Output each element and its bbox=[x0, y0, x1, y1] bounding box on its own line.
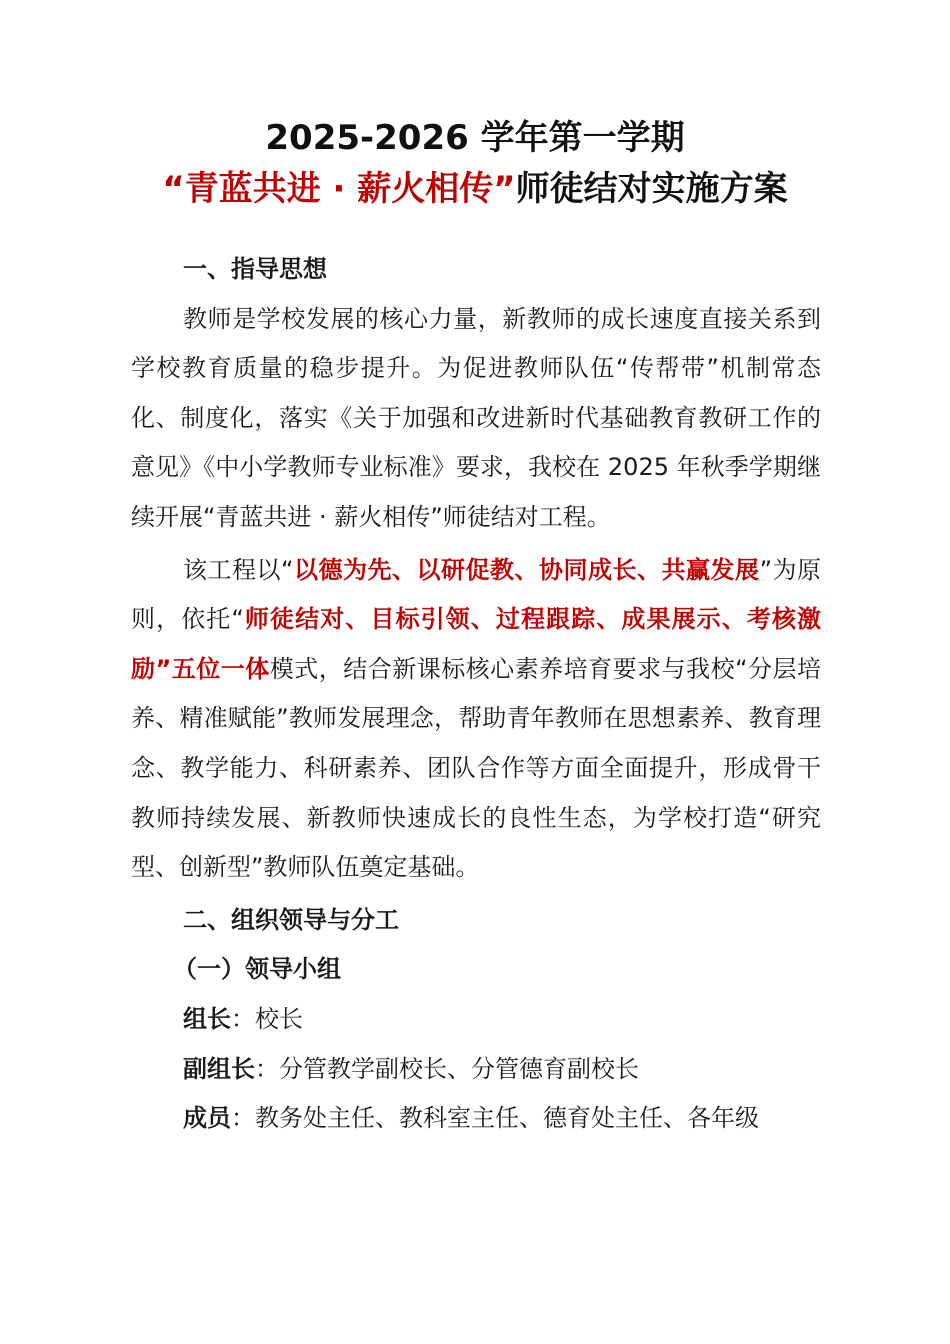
section-heading-guiding-ideology: 一、指导思想 bbox=[183, 255, 327, 283]
title-rest: 师徒结对实施方案 bbox=[515, 169, 788, 209]
paragraph-background: 教师是学校发展的核心力量，新教师的成长速度直接关系到学校教育质量的稳步提升。为促进教师队伍“传帮带”机制常态化、制度化，落实《关于加强和改进新时代基础教育教研工作的意见》《中小学教师专业标准》要求，我校在 2025 年秋季学期继续开展“青蓝共进 · 薪火相传”师徒结对工程。 bbox=[131, 304, 821, 531]
paragraph-principles bbox=[131, 546, 821, 893]
document-body bbox=[131, 245, 821, 1144]
principles-highlight: 以德为先、以研促教、协同成长、共赢发展 bbox=[293, 555, 760, 584]
section-heading-organization: 二、组织领导与分工 bbox=[183, 905, 399, 934]
leader-line bbox=[131, 995, 821, 1045]
para-text-2: ”为原则，依托“ bbox=[131, 555, 822, 634]
para-text-4: 模式，结合新课标核心素养培育要求与我校“分层培养、精准赋能”教师发展理念，帮助青年教师在思想素养、教育理念、教学能力、科研素养、团队合作等方面全面提升，形成骨干教师持续发展、新教师快速成长的良性生态，为学校打造“研究型、创新型”教师队伍奠定基础。 bbox=[131, 654, 822, 882]
deputy-label: 副组长 bbox=[183, 1054, 255, 1083]
deputy-line bbox=[131, 1045, 821, 1095]
para-text-3: ” bbox=[155, 654, 172, 683]
deputy-value: ：分管教学副校长、分管德育副校长 bbox=[255, 1054, 639, 1083]
model-highlight: 师徒结对、目标引领、过程跟踪、成果展示、考核激励 bbox=[131, 605, 822, 683]
leader-value: ：校长 bbox=[231, 1004, 303, 1033]
document-title-line1: 2025-2026 学年第一学期 bbox=[265, 118, 685, 158]
sub-heading-leadership-group: （一）领导小组 bbox=[173, 955, 341, 984]
para-text-1: 该工程以“ bbox=[183, 555, 294, 584]
five-in-one-highlight: 五位一体 bbox=[171, 654, 270, 683]
document-title-line2 bbox=[0, 168, 950, 210]
members-line bbox=[131, 1094, 821, 1144]
leader-label: 组长 bbox=[183, 1004, 231, 1033]
members-label: 成员 bbox=[183, 1104, 231, 1133]
members-value: ：教务处主任、教科室主任、德育处主任、各年级 bbox=[231, 1104, 759, 1133]
title-highlight: “青蓝共进 · 薪火相传” bbox=[162, 169, 516, 209]
